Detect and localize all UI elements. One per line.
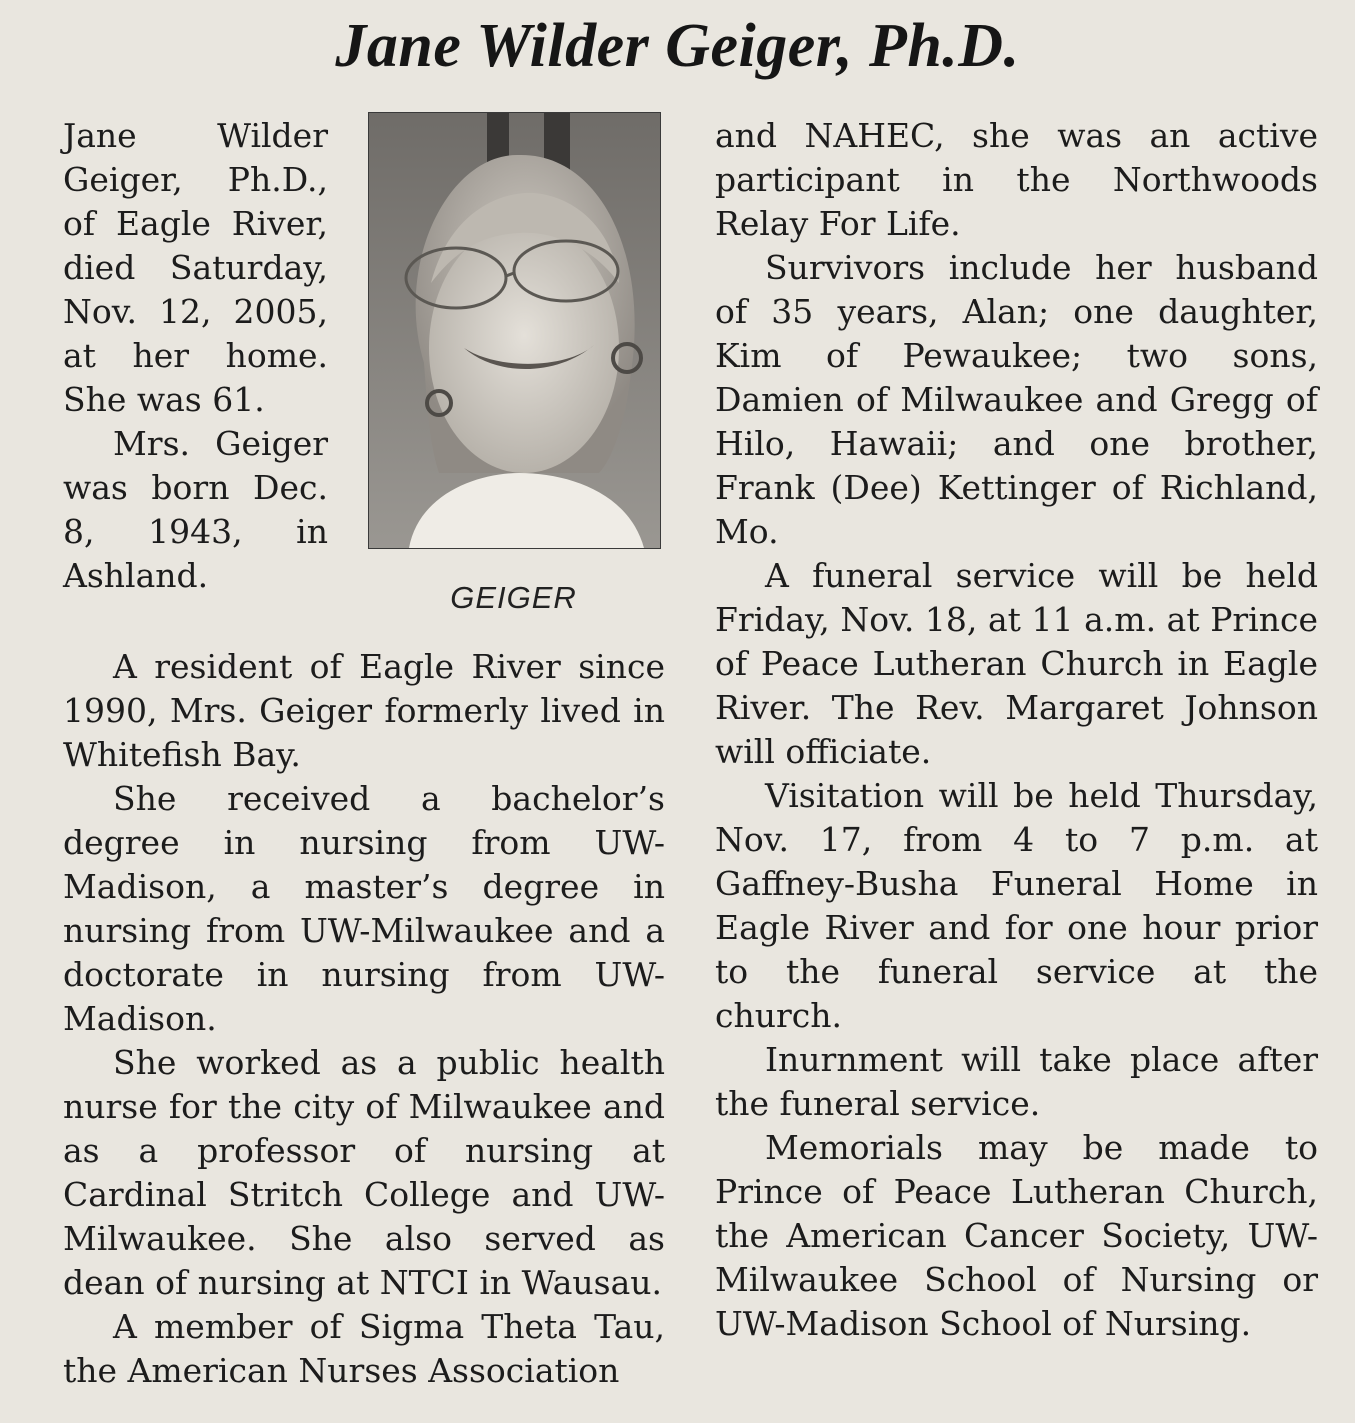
right-column	[715, 114, 1318, 1346]
left-column-top	[63, 114, 328, 598]
paragraph-inurnment: Inurnment will take place after the funeral service.	[715, 1040, 1318, 1123]
paragraph-career: She worked as a public health nurse for the city of Milwaukee and as a professor of nursing at Cardinal Stritch College and UW-Milwaukee. She also served as dean of nursing at NTCI in Wausau.	[63, 1043, 665, 1302]
paragraph-memorials: Memorials may be made to Prince of Peace Lutheran Church, the American Cancer Society, UW-Milwaukee School of Nursing or UW-Madison School of Nursing.	[715, 1128, 1318, 1343]
paragraph-education: She received a bachelor’s degree in nursing from UW-Madison, a master’s degree in nursing from UW-Milwaukee and a doctorate in nursing from UW-Madison.	[63, 779, 665, 1038]
left-column-bottom	[63, 645, 665, 1393]
paragraph-visitation: Visitation will be held Thursday, Nov. 17, from 4 to 7 p.m. at Gaffney-Busha Funeral Home in Eagle River and for one hour prior to the funeral service at the church.	[715, 776, 1318, 1035]
paragraph-survivors: Survivors include her husband of 35 years, Alan; one daughter, Kim of Pewaukee; two sons, Damien of Milwaukee and Gregg of Hilo, Hawaii; and one brother, Frank (Dee) Kettinger of Richland, Mo.	[715, 248, 1318, 551]
photo-caption: GEIGER	[450, 580, 577, 615]
paragraph-funeral-service: A funeral service will be held Friday, Nov. 18, at 11 a.m. at Prince of Peace Lutheran Church in Eagle River. The Rev. Margaret Johnson will officiate.	[715, 556, 1318, 771]
paragraph-birth: Mrs. Geiger was born Dec. 8, 1943, in Ashland.	[63, 424, 328, 595]
paragraph-memberships: A member of Sigma Theta Tau, the American Nurses Association	[63, 1307, 665, 1390]
portrait-photo	[368, 112, 661, 549]
paragraph-memberships-continued: and NAHEC, she was an active participant in the Northwoods Relay For Life.	[715, 116, 1318, 243]
portrait-image	[369, 113, 660, 548]
paragraph-residence: A resident of Eagle River since 1990, Mrs. Geiger formerly lived in Whitefish Bay.	[63, 647, 665, 774]
paragraph-death-notice: Jane Wilder Geiger, Ph.D., of Eagle River, died Saturday, Nov. 12, 2005, at her home. She was 61.	[63, 116, 328, 419]
obituary-headline: Jane Wilder Geiger, Ph.D.	[335, 12, 1020, 80]
